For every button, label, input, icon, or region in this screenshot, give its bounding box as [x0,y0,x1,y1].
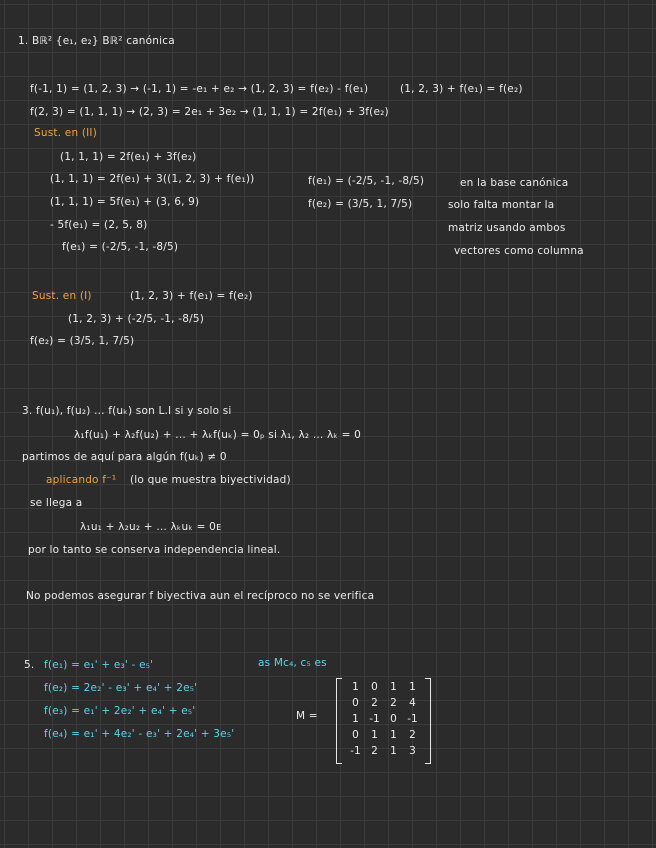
section3-line-2: λ₁f(u₁) + λ₂f(u₂) + ... + λₖf(uₖ) = 0ₚ si λ₁, λ₂ ... λₖ = 0 [74,429,362,441]
section5-fe3: f(e₃) = e₁' + 2e₂' + e₄' + e₅' [44,705,196,717]
matrix-cell: 2 [390,697,397,709]
matrix-cell: 0 [352,729,359,741]
substitution-eq-2: (1, 2, 3) + (-2/5, -1, -8/5) [68,313,205,325]
equation-line-1-right: (1, 2, 3) + f(e₁) = f(e₂) [400,83,523,95]
matrix-label: M = [296,710,318,722]
section5-fe2: f(e₂) = 2e₂' - e₃' + e₄' + 2e₅' [44,682,198,694]
matrix-row [346,680,422,694]
substitution-eq-1: (1, 2, 3) + f(e₁) = f(e₂) [130,290,253,302]
matrix-m [316,676,436,764]
matrix-cell: 1 [371,729,378,741]
note-line-3: matriz usando ambos [448,222,566,234]
matrix-cell: 0 [390,713,397,725]
result-fe2: f(e₂) = (3/5, 1, 7/5) [308,198,413,210]
section3-apply-note: (lo que muestra biyectividad) [130,474,291,486]
matrix-cell: -1 [369,713,380,725]
result-fe1: f(e₁) = (-2/5, -1, -8/5) [308,175,425,187]
matrix-row [346,696,422,710]
substitution-label-i: Sust. en (I) [32,290,92,302]
equation-line-2: f(2, 3) = (1, 1, 1) → (2, 3) = 2e₁ + 3e₂ → (1, 1, 1) = 2f(e₁) + 3f(e₂) [30,106,389,118]
section3-line-3: partimos de aquí para algún f(uₖ) ≠ 0 [22,451,227,463]
matrix-row [346,712,422,726]
matrix-cell: 3 [409,745,416,757]
section5-matrix-note: as Mc₄, c₅ es [258,657,327,669]
matrix-row [346,744,422,758]
section5-fe1: f(e₁) = e₁' + e₃' - e₅' [44,659,154,671]
section1-header: 1. Bℝ² {e₁, e₂} Bℝ² canónica [18,35,175,47]
section3-line-8: No podemos asegurar f biyectiva aun el recíproco no se verifica [26,590,375,602]
step-2: (1, 1, 1) = 2f(e₁) + 3((1, 2, 3) + f(e₁)) [50,173,255,185]
section3-line-7: por lo tanto se conserva independencia lineal. [28,544,281,556]
matrix-cell: 4 [409,697,416,709]
matrix-row [346,728,422,742]
note-line-1: en la base canónica [460,177,569,189]
matrix-cell: 0 [352,697,359,709]
matrix-cell: 1 [390,745,397,757]
step-1: (1, 1, 1) = 2f(e₁) + 3f(e₂) [60,151,197,163]
note-line-4: vectores como columna [454,245,584,257]
step-5: f(e₁) = (-2/5, -1, -8/5) [62,241,179,253]
section5-label: 5. [24,659,35,671]
matrix-cell: 1 [409,681,416,693]
matrix-cell: 0 [371,681,378,693]
matrix-left-bracket [336,678,342,764]
matrix-cell: 1 [390,681,397,693]
matrix-cell: 1 [352,681,359,693]
substitution-result: f(e₂) = (3/5, 1, 7/5) [30,335,135,347]
matrix-cell: -1 [350,745,361,757]
section3-apply-label: aplicando f⁻¹ [46,474,117,486]
step-3: (1, 1, 1) = 5f(e₁) + (3, 6, 9) [50,196,200,208]
section3-line-5: se llega a [30,497,83,509]
matrix-cell: 1 [352,713,359,725]
section5-fe4: f(e₄) = e₁' + 4e₂' - e₃' + 2e₄' + 3e₅' [44,728,235,740]
equation-line-1: f(-1, 1) = (1, 2, 3) → (-1, 1) = -e₁ + e₂ → (1, 2, 3) = f(e₂) - f(e₁) [30,83,369,95]
matrix-cell: 1 [390,729,397,741]
section3-line-6: λ₁u₁ + λ₂u₂ + ... λₖuₖ = 0ᴇ [80,521,222,533]
matrix-cell: 2 [409,729,416,741]
note-line-2: solo falta montar la [448,199,555,211]
step-4: - 5f(e₁) = (2, 5, 8) [50,219,148,231]
matrix-cell: -1 [407,713,418,725]
substitution-label-ii: Sust. en (II) [34,127,98,139]
section3-line-1: 3. f(u₁), f(u₂) ... f(uₖ) son L.I si y solo si [22,405,232,417]
matrix-right-bracket [425,678,431,764]
matrix-cell: 2 [371,745,378,757]
matrix-cell: 2 [371,697,378,709]
